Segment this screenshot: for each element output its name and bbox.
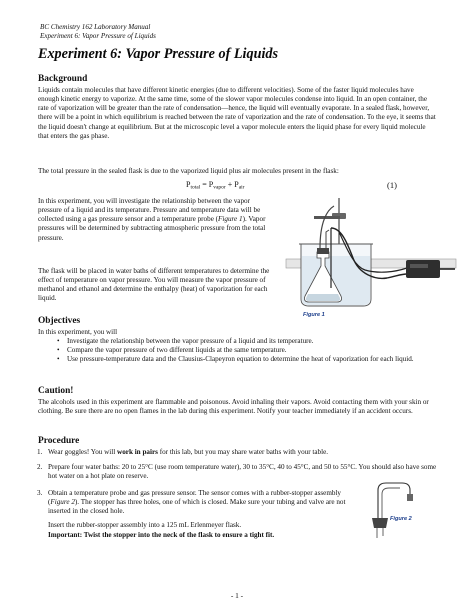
step-3-important-note: Important: Twist the stopper into the neck of the flask to ensure a tight fit. — [48, 530, 275, 539]
figure-1-caption: Figure 1 — [303, 312, 325, 318]
figure-2-stopper-assembly-illustration — [358, 480, 422, 542]
objectives-list — [38, 337, 450, 364]
procedure-step-2-list — [38, 463, 442, 481]
background-paragraph-4: The flask will be placed in water baths of different temperatures to determine the effect of temperature on vapor pressure. You will measure the vapor pressure of methanol and ethanol and determine the enthalpy (heat) of vaporization for each liquid. — [38, 267, 270, 303]
procedure-heading: Procedure — [38, 436, 80, 446]
objectives-intro: In this experiment, you will — [38, 328, 118, 336]
background-paragraph-3: In this experiment, you will investigate the relationship between the vapor pressure of a liquid and its temperature. Pressure and temperature data will be collected using a gas pressure sensor and a temperature probe (Figure 1). Vapor pressures will be determined by subtracting atmospheric pressure from the total pressure. — [38, 197, 266, 242]
total-pressure-equation: $P_{total} = P_{vapor} + P_{air}$ — [186, 180, 245, 191]
procedure-step-3-list — [38, 489, 354, 540]
page-title: Experiment 6: Vapor Pressure of Liquids — [38, 46, 279, 62]
objectives-heading: Objectives — [38, 316, 81, 326]
header-course: BC Chemistry 162 Laboratory Manual — [40, 23, 151, 31]
procedure-step-3: 3. Obtain a temperature probe and gas pressure sensor. The sensor comes with a rubber-stopper assembly (Figure 2). The stopper has three holes, one of which is closed. Make sure your tubing and valve are not inserted in the closed hole. Insert the rubber-stopper assembly into a 125 mL Erlenmeyer flask. Important: Twist the stopper into the neck of the flask to ensure a tight fit. — [38, 489, 354, 540]
figure-2-caption: Figure 2 — [390, 516, 412, 522]
procedure-step-2: 2. Prepare four water baths: 20 to 25°C (use room temperature water), 30 to 35°C, 40 to 45°C, and 50 to 55°C. You should also have some hot water on a hot plate on reserve. — [37, 463, 437, 481]
figure-1-apparatus-illustration — [283, 196, 458, 311]
procedure-steps — [38, 448, 442, 457]
running-header — [40, 23, 156, 41]
list-item: • Investigate the relationship between the vapor pressure of a liquid and its temperature. — [38, 337, 450, 346]
page-number: - 1 - — [230, 591, 244, 600]
procedure-step-1: 1. Wear goggles! You will work in pairs for this lab, but you may share water baths with your table. — [37, 448, 329, 456]
background-heading: Background — [38, 74, 88, 84]
equation-number: (1) — [387, 180, 397, 190]
list-item: • Compare the vapor pressure of two different liquids at the same temperature. — [38, 346, 450, 355]
caution-heading: Caution! — [38, 386, 74, 396]
header-experiment: Experiment 6: Vapor Pressure of Liquids — [40, 32, 156, 40]
background-paragraph-2: The total pressure in the sealed flask is due to the vaporized liquid plus air molecules present in the flask: — [38, 167, 339, 175]
step-3-instruction: Insert the rubber-stopper assembly into a 125 mL Erlenmeyer flask. — [48, 521, 242, 530]
background-paragraph-1: Liquids contain molecules that have different kinetic energies (due to different velocities). Some of the faster liquid molecules have enough kinetic energy to vaporize. At the same time, some of the slower vapor molecules condense into liquid. In an open container, the rate of vaporization will be greater than the rate of condensation—hence, the liquid will eventually evaporate. In a sealed flask, however, there will be a point in which equilibrium is reached between the rate of vaporization and the rate of condensation. To the eye, it seems that the liquid doesn't change at equilibrium. But at the microscopic level a vapor molecule enters the liquid phase for every liquid molecule that enters the gas phase. — [38, 86, 436, 140]
list-item: • Use pressure-temperature data and the Clausius-Clapeyron equation to determine the heat of vaporization for each liquid. — [38, 355, 450, 364]
objectives-section — [38, 328, 450, 365]
caution-text: The alcohols used in this experiment are flammable and poisonous. Avoid inhaling their vapors. Avoid contacting them with your skin or clothing. Be sure there are no open flames in the lab during this experiment. Notify your teacher immediately if an accident occurs. — [38, 398, 429, 416]
